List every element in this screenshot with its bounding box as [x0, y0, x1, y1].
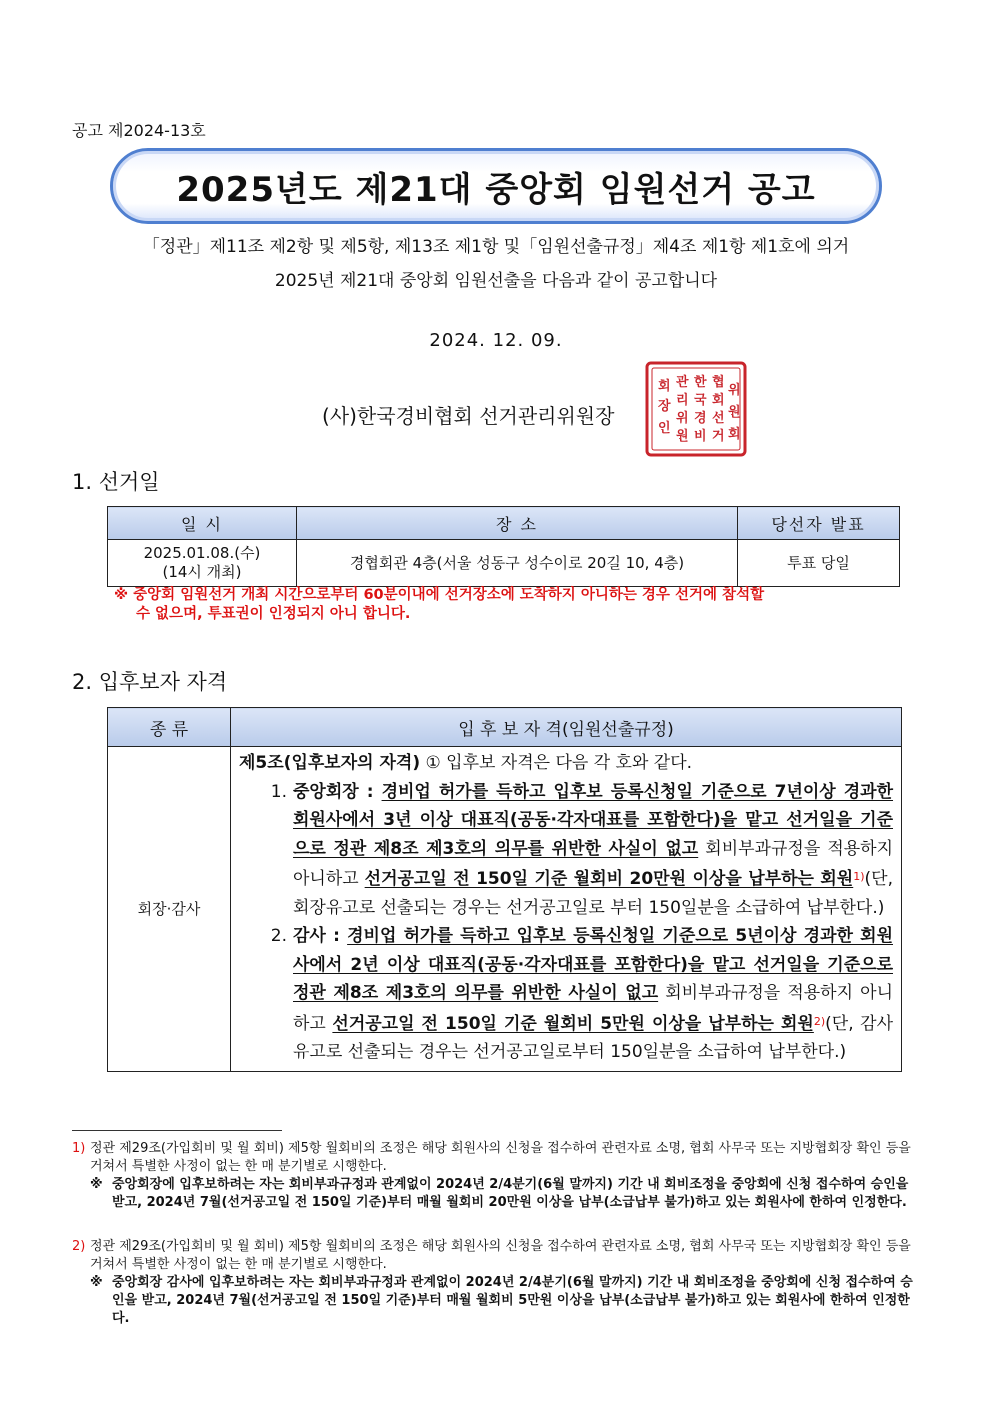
- item-underlined-1: 경비업 허가를 득하고 입후보 등록신청일 기준으로 7년이상 경과한 회원사에서 3년 이상 대표직(공동·각자대표를 포함한다)을 맡고 선거일을 기준으로 정관 제8조 제3호의 의무를 위반한 사실이 없고: [293, 781, 894, 859]
- table-row: [108, 540, 900, 587]
- footnote-ref-1[interactable]: 1): [853, 870, 865, 883]
- footnote-2: [72, 1238, 924, 1328]
- header-datetime: 일 시: [108, 507, 297, 540]
- official-seal-stamp: [644, 360, 748, 458]
- svg-text:관: 관: [676, 375, 689, 390]
- svg-text:회: 회: [712, 393, 725, 408]
- svg-text:위: 위: [728, 383, 741, 398]
- svg-text:회: 회: [728, 427, 741, 442]
- intro-line-2: 2025년 제21대 중앙회 임원선출을 다음과 같이 공고합니다: [274, 271, 718, 291]
- section2-heading: 2. 입후보자 자격: [72, 670, 228, 694]
- page-title: 2025년도 제21대 중앙회 임원선거 공고: [176, 169, 816, 210]
- svg-text:협: 협: [712, 375, 725, 390]
- item-underlined-1: 경비업 허가를 득하고 입후보 등록신청일 기준으로 5년이상 경과한 회원사에서 2년 이상 대표직(공동·각자대표를 포함한다)을 맡고 선거일을 기준으로 정관 제8조 제3호의 의무를 위반한 사실이 없고: [293, 926, 893, 1003]
- election-date-table: [107, 506, 900, 587]
- svg-text:거: 거: [712, 429, 725, 444]
- item-text: [293, 922, 893, 1067]
- footnote-text: 정관 제29조(가입회비 및 월 회비) 제5항 월회비의 조정은 해당 회원사의 신청을 접수하여 관련자료 소명, 협회 사무국 또는 지방협회장 확인 등을 거쳐서 특별한 사정이 없는 한 매 분기별로 시행한다.: [90, 1239, 911, 1272]
- svg-text:경: 경: [694, 411, 707, 426]
- svg-text:원: 원: [728, 405, 741, 420]
- header-type: 종 류: [108, 708, 231, 747]
- svg-text:비: 비: [694, 429, 707, 444]
- svg-text:장: 장: [658, 399, 671, 414]
- header-announce: 당선자 발표: [738, 507, 900, 540]
- item-text: [293, 778, 893, 923]
- header-qualification: 입 후 보 자 격(임원선출규정): [231, 708, 902, 747]
- issuer-name: (사)한국경비협회 선거관리위원장: [322, 404, 615, 428]
- warning-line-2: 수 없으며, 투표권이 인정되지 아니 합니다.: [136, 606, 411, 622]
- item-head: 중앙회장 :: [293, 781, 382, 802]
- intro-line-1: 「정관」제11조 제2항 및 제5항, 제13조 제1항 및「임원선출규정」제4조 제1항 제1호에 의거: [142, 237, 850, 257]
- cell-announce: 투표 당일: [738, 540, 900, 587]
- item-plain-2: (단, 회장유고로 선출되는 경우는 선거공고일로 부터 150일분을 소급하여 납부한다.): [293, 869, 893, 918]
- footnote-note: 중앙회장 감사에 입후보하려는 자는 회비부과규정과 관계없이 2024년 2/4분기(6월 말까지) 기간 내 회비조정을 중앙회에 신청 접수하여 승인을 받고, 2024년 7월(선거공고일 전 150일 기준)부터 매월 월회비 5만원 이상을 납부(소급납부 불가)하고 있는 회원사에 한하여 인정한다.: [112, 1275, 913, 1326]
- candidate-qualification-table: [107, 707, 902, 1072]
- item-plain-1: 회비부과규정을 적용하지 아니하고: [293, 983, 893, 1034]
- svg-text:선: 선: [712, 411, 725, 426]
- qualification-item-auditor: [239, 922, 893, 1067]
- note-mark: ※: [90, 1177, 103, 1192]
- svg-text:위: 위: [676, 411, 689, 426]
- item-head: 감사 :: [293, 926, 348, 946]
- item-plain-1: 회비부과규정을 적용하지 아니하고: [293, 838, 894, 889]
- footnote-label: 2): [72, 1239, 86, 1254]
- cell-qualification: [231, 747, 902, 1072]
- svg-text:원: 원: [676, 429, 689, 444]
- attendance-warning: [114, 586, 904, 624]
- table-header-row: [108, 507, 900, 540]
- svg-text:인: 인: [658, 421, 671, 436]
- item-plain-2: (단, 감사 유고로 선출되는 경우는 선거공고일로부터 150일분을 소급하여 납부한다.): [293, 1013, 893, 1062]
- item-number: 2.: [270, 926, 287, 946]
- cell-datetime: [108, 540, 297, 587]
- datetime-line-1: 2025.01.08.(수): [143, 544, 261, 562]
- datetime-line-2: (14시 개최): [162, 563, 242, 581]
- footnote-note: 중앙회장에 입후보하려는 자는 회비부과규정과 관계없이 2024년 2/4분기(6월 말까지) 기간 내 회비조정을 중앙회에 신청 접수하여 승인을 받고, 2024년 7월(선거공고일 전 150일 기준)부터 매월 월회비 20만원 이상을 납부(소급납부 불가)하고 있는 회원사에 한하여 인정한다.: [112, 1177, 909, 1210]
- table-header-row: [108, 708, 902, 747]
- article-title: 제5조(입후보자의 자격): [239, 753, 421, 773]
- title-banner: [110, 148, 882, 224]
- svg-text:리: 리: [676, 393, 689, 408]
- cell-place: 경협회관 4층(서울 성동구 성수이로 20길 10, 4층): [297, 540, 738, 587]
- article-line: [239, 749, 893, 778]
- svg-text:한: 한: [694, 375, 707, 390]
- cell-category: 회장·감사: [108, 747, 231, 1072]
- footnote-divider: [72, 1130, 282, 1131]
- footnote-text: 정관 제29조(가입회비 및 월 회비) 제5항 월회비의 조정은 해당 회원사의 신청을 접수하여 관련자료 소명, 협회 사무국 또는 지방협회장 확인 등을 거쳐서 특별한 사정이 없는 한 매 분기별로 시행한다.: [90, 1141, 911, 1174]
- item-underlined-2: 선거공고일 전 150일 기준 월회비 5만원 이상을 납부하는 회원: [332, 1013, 814, 1034]
- header-place: 장 소: [297, 507, 738, 540]
- item-underlined-2: 선거공고일 전 150일 기준 월회비 20만원 이상을 납부하는 회원: [364, 869, 854, 889]
- notice-date: 2024. 12. 09.: [429, 330, 563, 351]
- table-row: [108, 747, 902, 1072]
- note-mark: ※: [90, 1275, 103, 1290]
- article-rest: ① 입후보 자격은 다음 각 호와 같다.: [420, 753, 693, 773]
- qualification-item-president: [239, 778, 893, 923]
- footnote-ref-2[interactable]: 2): [813, 1014, 826, 1028]
- svg-text:회: 회: [658, 379, 671, 394]
- notice-number: 공고 제2024-13호: [72, 121, 206, 140]
- item-number: 1.: [270, 781, 287, 802]
- section1-heading: 1. 선거일: [72, 470, 160, 494]
- footnote-1: [72, 1140, 924, 1212]
- footnote-label: 1): [72, 1141, 86, 1156]
- svg-text:국: 국: [694, 393, 707, 408]
- warning-line-1: ※ 중앙회 임원선거 개최 시간으로부터 60분이내에 선거장소에 도착하지 아니하는 경우 선거에 참석할: [114, 587, 765, 603]
